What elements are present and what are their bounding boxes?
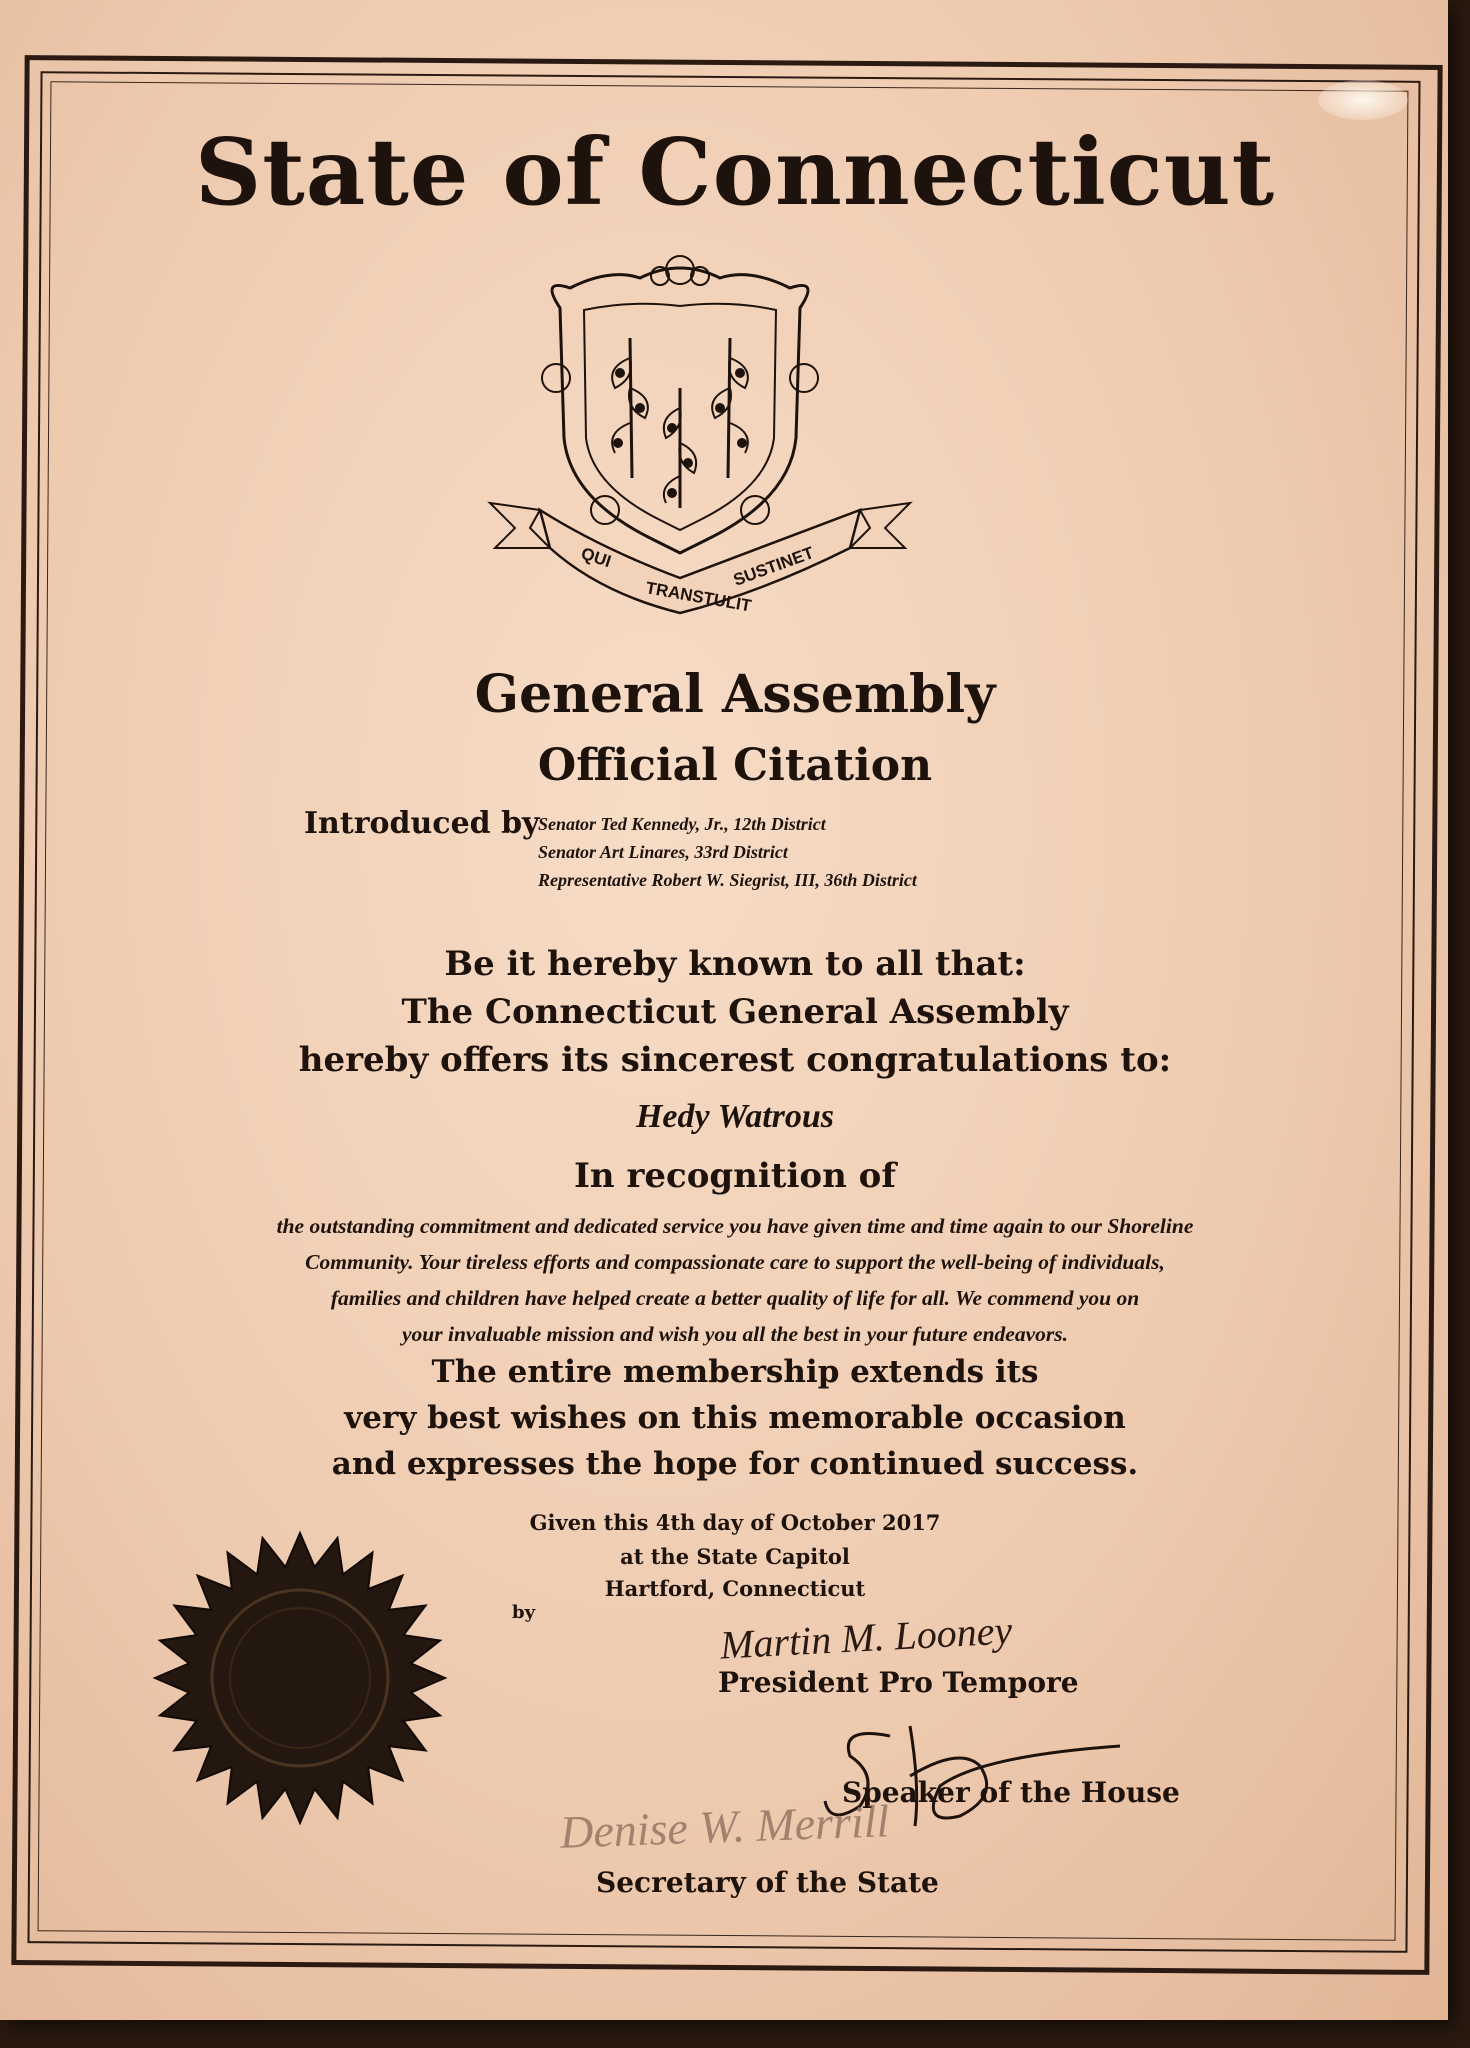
motto-word-2: TRANSTULIT [644,578,753,616]
recognition-line-2: Community. Your tireless efforts and compassionate care to support the well-being of individuals, [305,1250,1165,1274]
motto-word-3: SUSTINET [730,543,817,590]
recipient-name: Hedy Watrous [635,1098,835,1135]
introducer-1: Senator Ted Kennedy, Jr., 12th District [538,814,826,834]
speaker-title: Speaker of the House [842,1776,1180,1809]
secretary-title: Secretary of the State [596,1866,939,1899]
secretary-signature: Denise W. Merrill [559,1795,891,1858]
declaration-line-3: hereby offers its sincerest congratulations to: [298,1040,1172,1080]
declaration-line-2: The Connecticut General Assembly [401,992,1069,1032]
recognition-heading: In recognition of [574,1156,896,1196]
recognition-line-3: families and children have helped create a better quality of life for all. We commend you on [330,1286,1140,1310]
declaration-line-1: Be it hereby known to all that: [444,944,1026,984]
citation-heading: Official Citation [537,740,933,791]
motto-word-1: QUI [578,543,614,572]
light-glare [1318,80,1408,120]
introduced-by-label: Introduced by [304,806,540,841]
closing-line-1: The entire membership extends its [431,1354,1039,1390]
introducer-2: Senator Art Linares, 33rd District [538,842,788,862]
introducer-3: Representative Robert W. Siegrist, III, 36th District [538,870,917,890]
foil-seal-icon [150,1528,450,1828]
president-signature: Martin M. Looney [719,1607,1014,1668]
recognition-line-1: the outstanding commitment and dedicated service you have given time and time again to our Shoreline [276,1214,1194,1238]
president-title: President Pro Tempore [718,1666,1079,1699]
connecticut-coat-of-arms-icon [480,248,920,628]
given-date: Given this 4th day of October 2017 [529,1510,941,1535]
document-title: State of Connecticut [194,118,1276,226]
recognition-line-4: your invaluable mission and wish you all the best in your future endeavors. [402,1322,1068,1346]
given-by: by [512,1602,536,1623]
given-location: at the State Capitol [620,1544,850,1569]
assembly-heading: General Assembly [474,664,996,725]
closing-line-3: and expresses the hope for continued success. [331,1446,1139,1482]
given-city: Hartford, Connecticut [604,1576,866,1601]
closing-line-2: very best wishes on this memorable occasion [344,1400,1126,1436]
